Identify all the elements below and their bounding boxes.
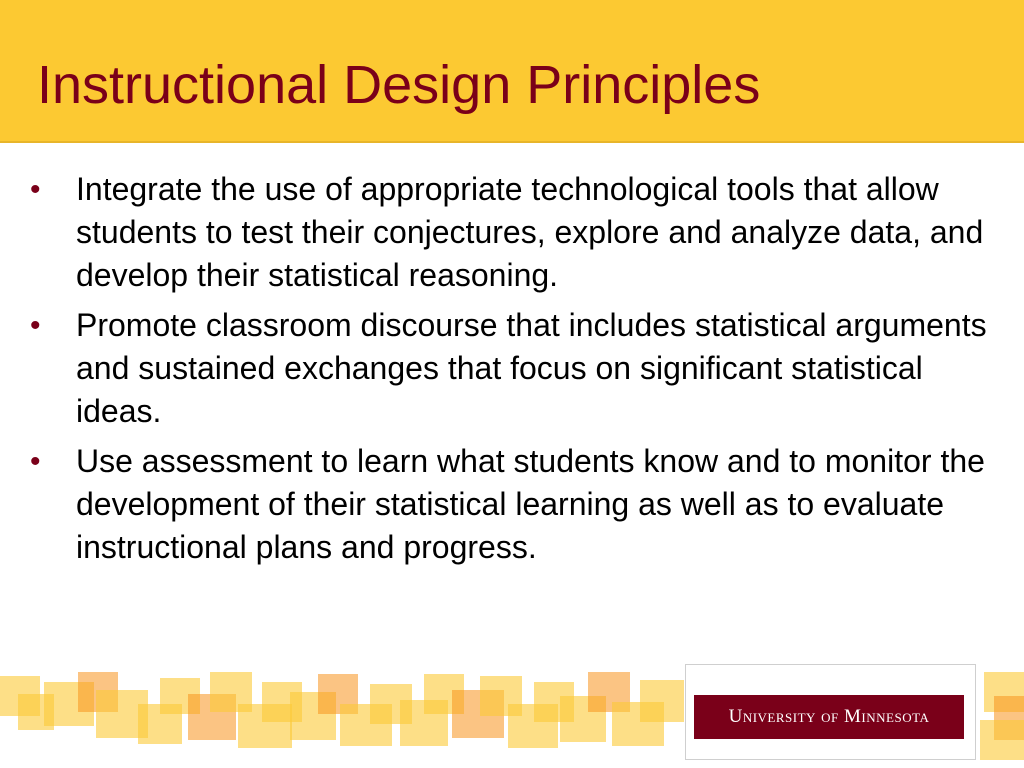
university-logo <box>685 664 976 760</box>
bullet-dot-icon: • <box>30 173 41 206</box>
decorative-square <box>980 720 1024 760</box>
bullet-dot-icon: • <box>30 309 41 342</box>
bullet-item <box>30 304 1005 433</box>
logo-text: University of Minnesota <box>728 706 930 727</box>
bullet-text: Integrate the use of appropriate technological tools that allow students to test their conjectures, explore and analyze data, and develop their statistical reasoning. <box>76 171 984 293</box>
bullet-text: Use assessment to learn what students know and to monitor the development of their statistical learning as well as to evaluate instructional plans and progress. <box>76 443 985 565</box>
bullet-dot-icon: • <box>30 445 41 478</box>
slide-title: Instructional Design Principles <box>37 55 761 115</box>
bullet-text: Promote classroom discourse that includes statistical arguments and sustained exchanges that focus on significant statistical ideas. <box>76 307 987 429</box>
title-bar <box>0 0 1024 143</box>
bullet-list <box>30 168 1005 576</box>
decorative-square <box>640 680 684 722</box>
logo-bar <box>694 695 964 739</box>
bullet-item <box>30 168 1005 297</box>
bullet-item <box>30 440 1005 569</box>
